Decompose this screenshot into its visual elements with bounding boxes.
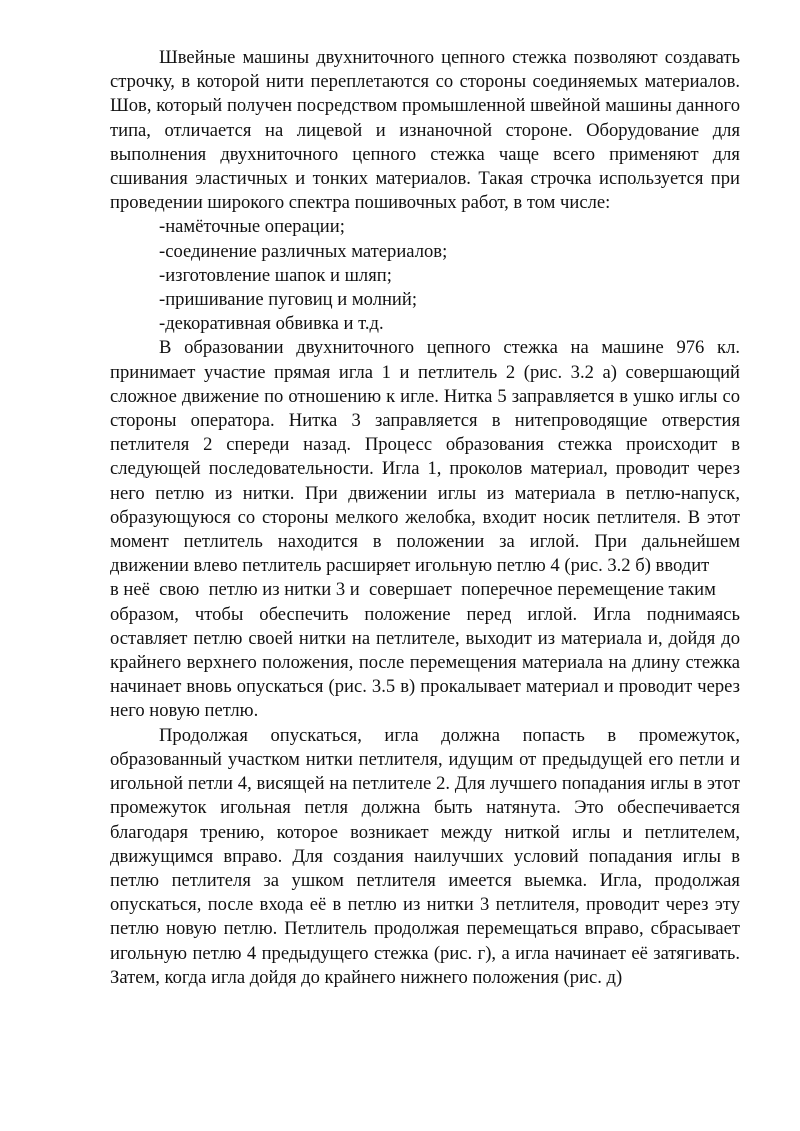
paragraph-needle-descent: Продолжая опускаться, игла должна попасть в промежуток, образованный участком нитки петлителя, идущим от предыдущей его петли и игольной петли 4, висящей на петлителе 2. Для лучшего попадания иглы в этот промежуток игольная петля должна быть натянута. Это обеспечивается благодаря трению, которое возникает между ниткой иглы и петлителем, движущимся вправо. Для создания наилучших условий попадания иглы в петлю петлителя за ушком петлителя имеется выемка. Игла, продолжая опускаться, после входа её в петлю из нитки 3 петлителя, проводит через эту петлю новую петлю. Петлитель продолжая перемещаться вправо, сбрасывает игольную петлю 4 предыдущего стежка (рис. г), а игла начинает её затягивать. Затем, когда игла дойдя до крайнего нижнего положения (рис. д) [110, 724, 740, 988]
list-item: -декоративная обвивка и т.д. [159, 313, 384, 335]
paragraph-stitch-formation-line: в неё свою петлю из нитки 3 и совершает поперечное перемещение таким [110, 579, 716, 601]
list-item: -намёточные операции; [159, 216, 345, 238]
document-page [110, 46, 740, 990]
paragraph-intro: Швейные машины двухниточного цепного стежка позволяют создавать строчку, в которой нити переплетаются со стороны соединяемых материалов. Шов, который получен посредством промышленной швейной машины данного типа, отличается на лицевой и изнаночной стороне. Оборудование для выполнения двухниточного цепного стежка чаще всего применяют для сшивания эластичных и тонких материалов. Такая строчка используется при проведении широкого спектра пошивочных работ, в том числе: [110, 47, 740, 214]
paragraph-stitch-formation-continued: образом, чтобы обеспечить положение перед иглой. Игла поднимаясь оставляет петлю своей нитки на петлителе, выходит из материала и, дойдя до крайнего верхнего положения, после перемещения материала на длину стежка начинает вновь опускаться (рис. 3.5 в) прокалывает материал и проводит через него новую петлю. [110, 603, 740, 722]
operations-list [110, 215, 740, 336]
list-item: -пришивание пуговиц и молний; [159, 289, 417, 311]
paragraph-stitch-formation: В образовании двухниточного цепного стежка на машине 976 кл. принимает участие прямая игла 1 и петлитель 2 (рис. 3.2 а) совершающий сложное движение по отношению к игле. Нитка 5 заправляется в ушко иглы со стороны оператора. Нитка 3 заправляется в нитепроводящие отверстия петлителя 2 спереди назад. Процесс образования стежка происходит в следующей последовательности. Игла 1, проколов материал, проводит через него петлю из нитки. При движении иглы из материала в петлю-напуск, образующуюся со стороны мелкого желобка, входит носик петлителя. В этот момент петлитель находится в положении за иглой. При дальнейшем движении влево петлитель расширяет игольную петлю 4 (рис. 3.2 б) вводит [110, 337, 740, 577]
list-item: -изготовление шапок и шляп; [159, 264, 392, 286]
list-item: -соединение различных материалов; [159, 240, 448, 262]
